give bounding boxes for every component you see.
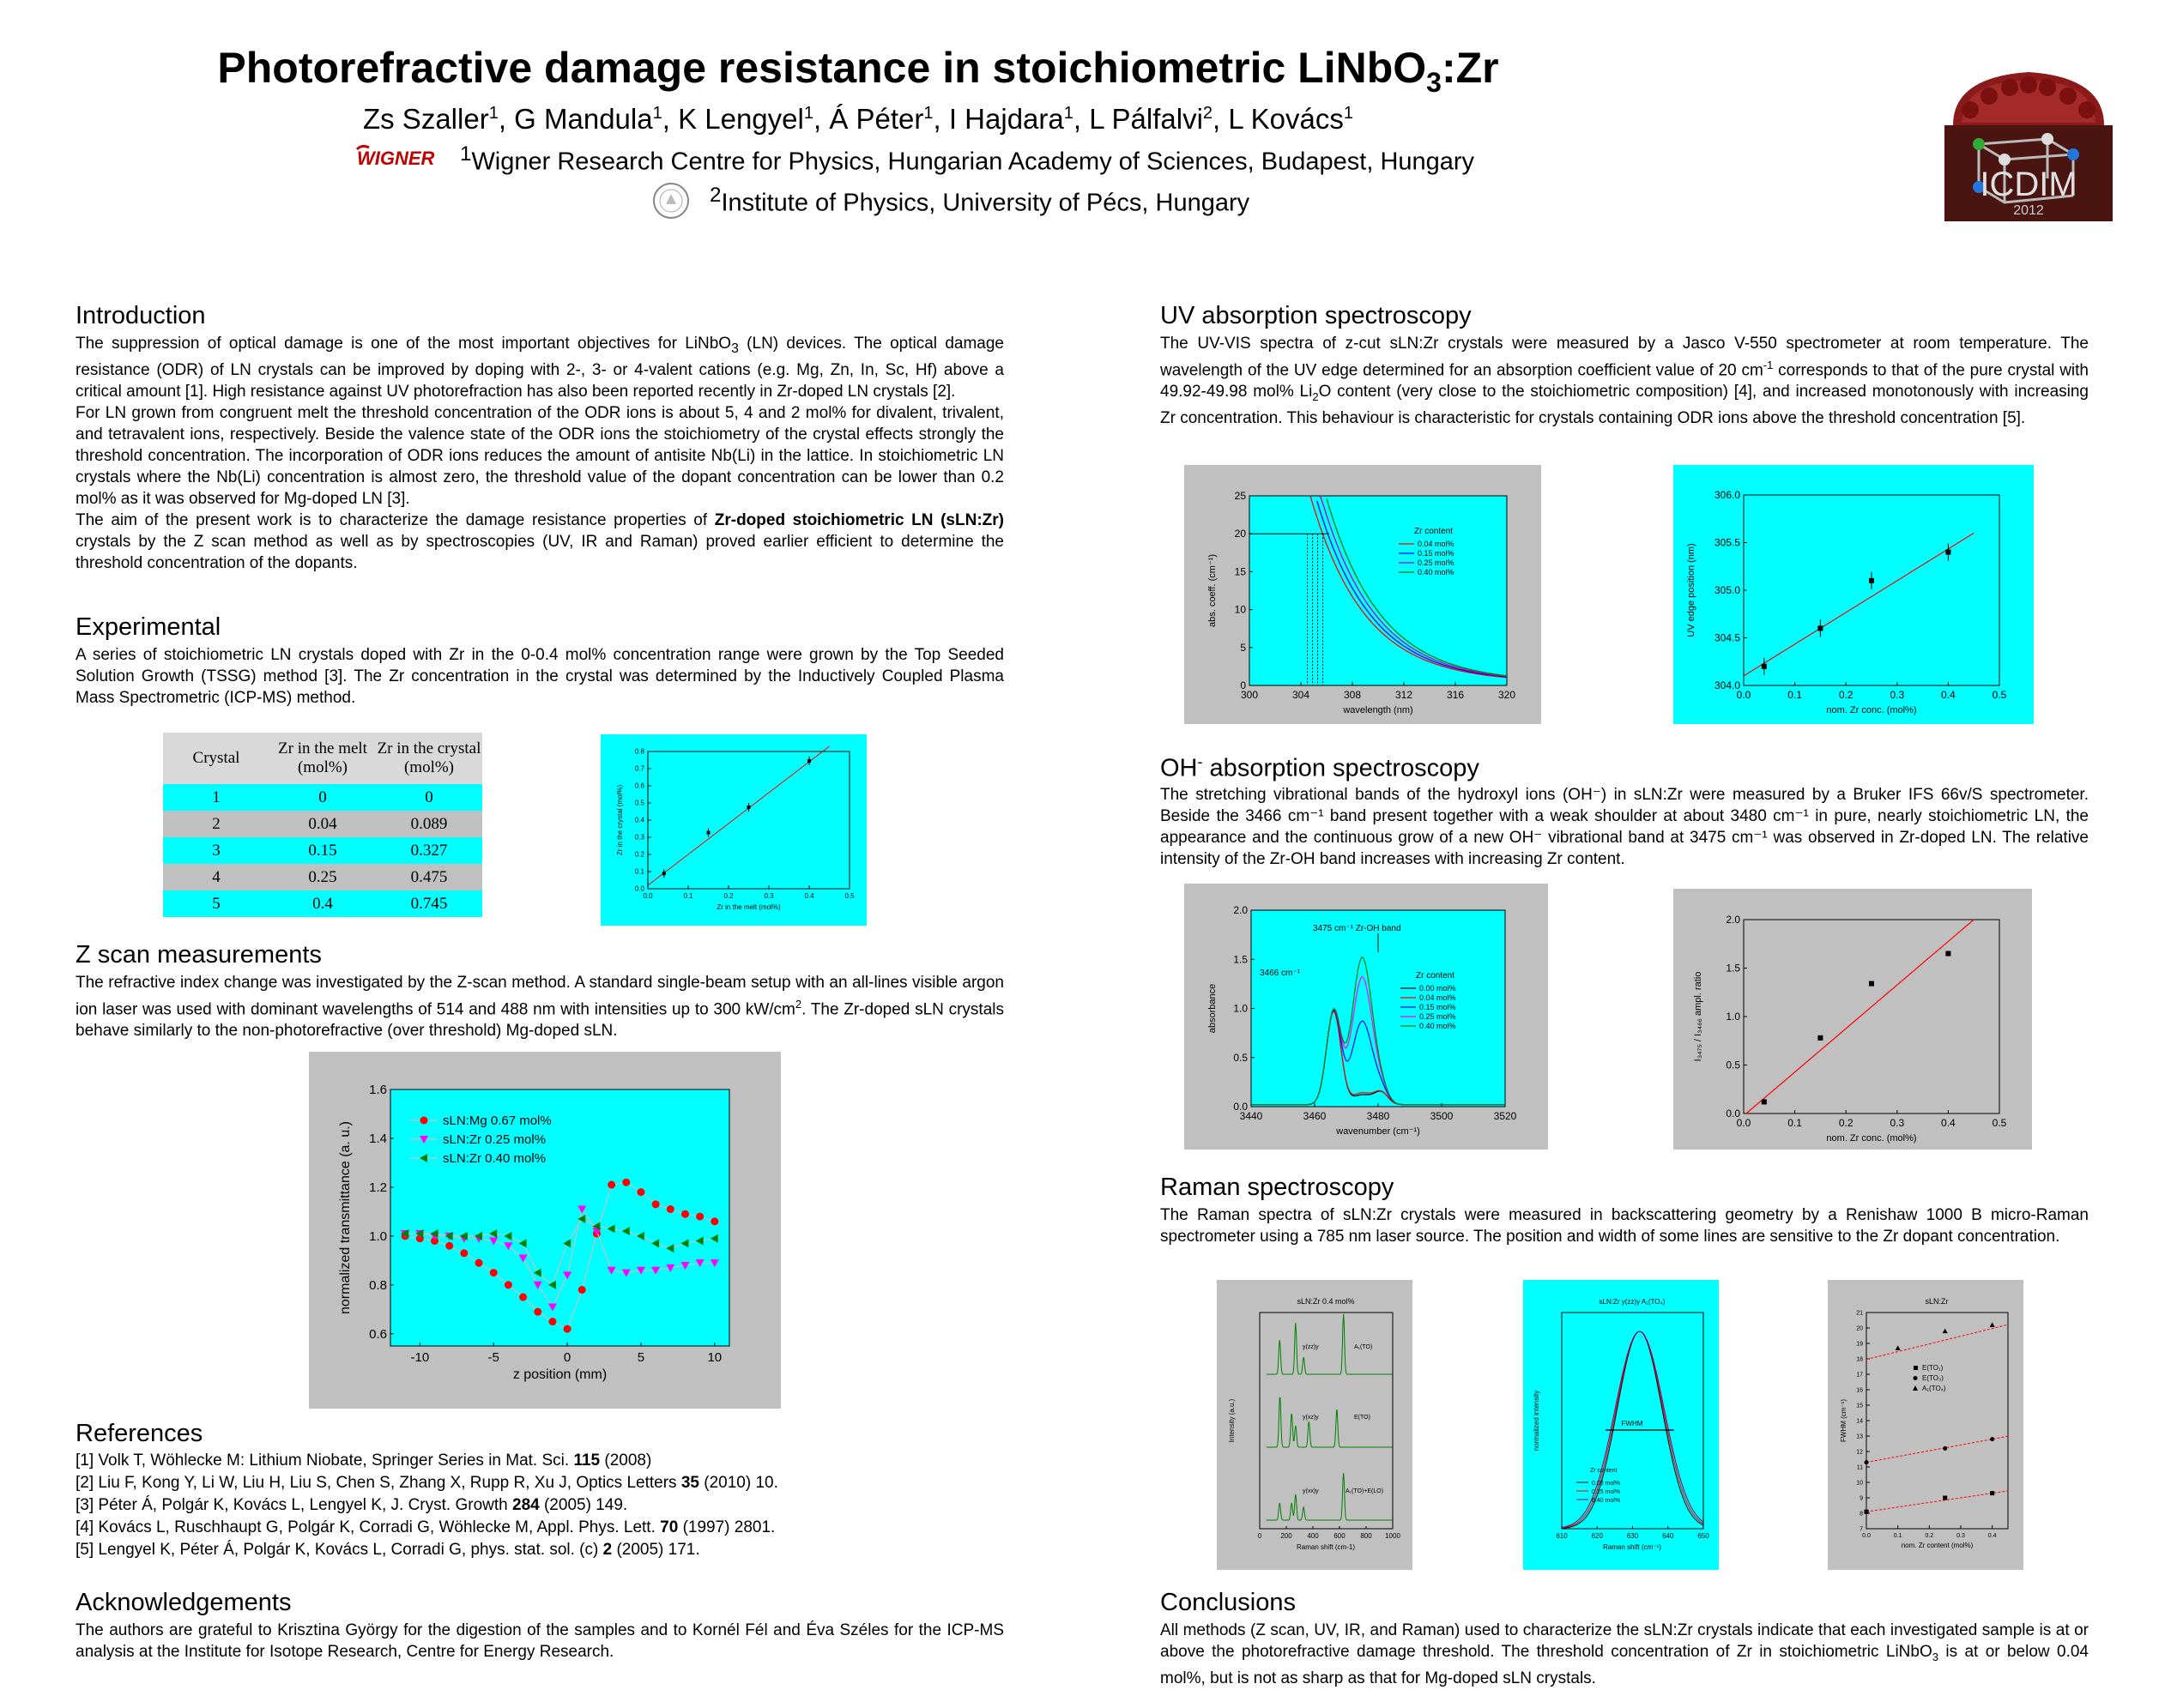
x-tick-label: 0.1 (1787, 1117, 1802, 1129)
y-tick-label: 0.0 (1233, 1101, 1248, 1113)
y-tick-label: 10 (1234, 603, 1246, 616)
x-axis-label: Zr in the melt (mol%) (717, 903, 781, 911)
y-tick-label: 18 (1856, 1356, 1863, 1363)
y-tick-label: 0.5 (1233, 1051, 1248, 1064)
plot-frame (648, 751, 850, 889)
y-tick-label: 1.0 (1726, 1011, 1740, 1023)
data-point (519, 1294, 527, 1301)
table-cell: 2 (163, 811, 269, 837)
x-tick-label: 0.3 (764, 892, 774, 900)
y-tick-label: 8 (1860, 1511, 1863, 1518)
spectrum-label: A₁(TO) (1354, 1344, 1373, 1350)
data-point (564, 1325, 571, 1333)
y-tick-label: 12 (1856, 1449, 1863, 1456)
y-tick-label: 304.0 (1714, 679, 1740, 691)
data-point (1869, 981, 1874, 987)
plot-frame (1260, 1313, 1393, 1529)
legend-marker (1914, 1366, 1918, 1370)
data-point (1865, 1460, 1869, 1464)
y-tick-label: 25 (1234, 490, 1246, 502)
legend-label: 0.25 mol% (1419, 1012, 1456, 1021)
x-axis-label: z position (mm) (512, 1367, 608, 1382)
data-point (622, 1179, 630, 1186)
x-tick-label: 0.1 (1787, 689, 1802, 701)
icdim-logo (1944, 58, 2113, 221)
table-cell: 4 (163, 864, 269, 890)
x-tick-label: 0.5 (1992, 1117, 2007, 1129)
y-tick-label: 0.6 (634, 782, 644, 790)
table-row (163, 864, 482, 890)
data-point (1865, 1510, 1869, 1514)
svg-text:WIGNER: WIGNER (357, 148, 435, 169)
chart-title: sLN:Zr (1925, 1297, 1949, 1306)
x-tick-label: 0.5 (1992, 689, 2007, 701)
legend-label: 0.00 mol% (1419, 984, 1456, 993)
x-axis-label: wavenumber (cm⁻¹) (1336, 1126, 1420, 1137)
legend-label: E(TO₁) (1922, 1364, 1944, 1372)
legend-label: E(TO₃) (1922, 1374, 1944, 1382)
y-tick-label: 16 (1856, 1387, 1863, 1394)
x-tick-label: -5 (487, 1350, 499, 1365)
y-tick-label: 1.2 (369, 1180, 387, 1195)
legend-label: sLN:Zr 0.40 mol% (443, 1151, 547, 1166)
data-point (711, 1217, 718, 1225)
legend-marker (1913, 1385, 1918, 1391)
fit-line (1866, 1491, 2008, 1512)
raman-spectra-figure (1217, 1280, 1412, 1570)
zscan-figure (309, 1052, 781, 1409)
x-tick-label: 308 (1343, 689, 1362, 701)
table-cell: 0.327 (376, 837, 482, 864)
y-axis-label: normalized transmittance (a. u.) (338, 1121, 353, 1314)
x-tick-label: 3500 (1430, 1110, 1454, 1122)
data-point (534, 1308, 541, 1316)
x-tick-label: 0.3 (1890, 1117, 1905, 1129)
data-point (1990, 1322, 1995, 1327)
spectrum-label: y(xx)y (1303, 1488, 1319, 1494)
x-tick-label: 0.2 (1838, 1117, 1854, 1129)
y-tick-label: 21 (1856, 1310, 1863, 1317)
x-tick-label: 1000 (1385, 1532, 1400, 1540)
legend-title: Zr content (1590, 1468, 1618, 1474)
oh-heading: OH- absorption spectroscopy (1160, 753, 1479, 782)
y-tick-label: 305.0 (1714, 584, 1740, 596)
data-point (1817, 625, 1823, 631)
svg-text:ICDIM: ICDIM (1980, 166, 2077, 203)
table-cell: 0.25 (269, 864, 376, 890)
legend-label: 0.04 mol% (1418, 540, 1454, 548)
x-tick-label: 304 (1291, 689, 1310, 701)
uv-spectra-figure (1184, 465, 1541, 724)
x-tick-label: 630 (1626, 1532, 1639, 1540)
y-tick-label: 1.0 (369, 1228, 387, 1244)
y-axis-label: I₃₄₇₅ / I₃₄₆₆ ampl. ratio (1693, 971, 1703, 1062)
x-tick-label: 0.0 (643, 892, 653, 900)
x-tick-label: 0.2 (1925, 1533, 1934, 1539)
plot-frame (1744, 920, 1999, 1114)
x-tick-label: 0 (1257, 1532, 1262, 1540)
y-tick-label: 0.2 (634, 850, 644, 859)
data-point (1817, 1035, 1823, 1041)
x-tick-label: 650 (1697, 1532, 1709, 1540)
spectrum-line (1267, 1314, 1393, 1374)
x-tick-label: 0.4 (1941, 1117, 1956, 1129)
table-cell: 0 (269, 784, 376, 811)
y-axis-label: abs. coeff. (cm⁻¹) (1207, 553, 1218, 628)
data-point (1945, 951, 1950, 957)
author: L Kovács$^1$ (1228, 103, 1354, 135)
x-tick-label: 0.5 (844, 892, 855, 900)
data-point (1762, 664, 1767, 669)
y-axis-label: normalized intensity (1533, 1390, 1540, 1451)
data-point (696, 1213, 704, 1221)
reference-item: [3] Péter Á, Polgár K, Kovács L, Lengyel K, J. Cryst. Growth 284 (2005) 149. (76, 1496, 628, 1514)
legend-label: 0.15 mol% (1418, 549, 1454, 558)
x-tick-label: 316 (1446, 689, 1465, 701)
table-cell: 3 (163, 837, 269, 864)
x-axis-label: Raman shift (cm⁻¹) (1603, 1543, 1661, 1551)
legend-marker (420, 1117, 428, 1125)
x-axis-label: nom. Zr conc. (mol%) (1826, 1133, 1917, 1144)
x-tick-label: 3460 (1303, 1110, 1327, 1122)
poster-title: Photorefractive damage resistance in stoichiometric LiNbO$_3$:Zr (217, 44, 1499, 98)
x-tick-label: 0.4 (804, 892, 814, 900)
spectrum-label: E(TO) (1354, 1415, 1370, 1421)
author: G Mandula$^1$ (514, 103, 662, 135)
x-tick-label: 0 (563, 1350, 571, 1365)
author: L Pálfalvi$^2$ (1089, 103, 1213, 135)
legend-title: Zr content (1414, 527, 1454, 536)
x-tick-label: 610 (1556, 1532, 1568, 1540)
y-axis-label: UV edge position (nm) (1686, 543, 1696, 637)
table-header: Zr in the crystal (mol%) (376, 733, 482, 784)
x-axis-label: Raman shift (cm-1) (1296, 1543, 1356, 1551)
y-tick-label: 0.6 (369, 1326, 387, 1342)
raman-fwhm-figure (1828, 1280, 2023, 1570)
data-point (667, 1205, 674, 1213)
legend-label: 0.25 mol% (1418, 558, 1454, 567)
experimental-text: A series of stoichiometric LN crystals doped with Zr in the 0-0.4 mol% concentration range were grown by the Top Seeded Solution Growth (TSSG) method [3]. The Zr concentration in the crystal was determined by the Inductively Coupled Plasma Mass Spectrometric (ICP-MS) method. (76, 646, 1004, 707)
author: I Hajdara$^1$ (948, 103, 1073, 135)
y-tick-label: 306.0 (1714, 489, 1740, 501)
table-row (163, 811, 482, 837)
y-tick-label: 0.5 (1726, 1059, 1740, 1071)
fit-line (1866, 1436, 2008, 1462)
y-tick-label: 9 (1860, 1495, 1863, 1502)
legend-title: Zr content (1416, 971, 1455, 981)
data-point (608, 1181, 615, 1189)
legend-label: 0.15 mol% (1419, 1003, 1456, 1011)
x-tick-label: 10 (707, 1350, 723, 1365)
y-tick-label: 0.5 (634, 799, 644, 807)
y-tick-label: 15 (1856, 1403, 1863, 1409)
legend-label: sLN:Zr 0.25 mol% (443, 1132, 547, 1147)
raman-peak-chart (1523, 1280, 1719, 1570)
x-tick-label: 3520 (1493, 1110, 1517, 1122)
y-tick-label: 1.4 (369, 1131, 387, 1146)
legend-label: sLN:Mg 0.67 mol% (443, 1114, 552, 1128)
x-tick-label: 200 (1280, 1532, 1292, 1540)
table-row (163, 837, 482, 864)
acknowledgements-text: The authors are grateful to Krisztina György for the digestion of the samples and to Kornél Fél and Éva Széles for the ICP-MS analysis at the Institute for Isotope Research, Centre for Energy Research. (76, 1621, 1004, 1661)
uv-edge-chart (1673, 465, 2034, 724)
reference-item: [4] Kovács L, Ruschhaupt G, Polgár K, Corradi G, Wöhlecke M, Appl. Phys. Lett. 70 (1997) 2801. (76, 1518, 776, 1536)
x-tick-label: 0.3 (1956, 1533, 1965, 1539)
y-tick-label: 1.5 (1233, 953, 1248, 966)
x-tick-label: 0.4 (1941, 689, 1956, 701)
y-tick-label: 20 (1856, 1325, 1863, 1332)
legend-label: 0.04 mol% (1419, 993, 1456, 1002)
data-point (1896, 1345, 1901, 1350)
table-cell: 5 (163, 890, 269, 917)
raman-heading: Raman spectroscopy (1160, 1174, 1394, 1201)
annotation: 3466 cm⁻¹ (1260, 969, 1300, 978)
data-point (1943, 1496, 1947, 1500)
x-tick-label: 300 (1240, 689, 1259, 701)
author: Zs Szaller$^1$ (362, 103, 499, 135)
spectrum-label: y(zz)y (1303, 1344, 1319, 1350)
fit-line (1746, 920, 1974, 1114)
y-tick-label: 0.8 (634, 747, 644, 756)
y-tick-label: 0.8 (369, 1277, 387, 1293)
y-tick-label: 0.7 (634, 764, 644, 773)
oh-text: The stretching vibrational bands of the hydroxyl ions (OH⁻) in sLN:Zr were measured by a Bruker IFS 66v/S spectrometer. Beside the 3466 cm⁻¹ band present together with a weak shoulder at about 3480 cm⁻¹ in pure, nearly stoichiometric LN, the appearance and the continuous grow of a new OH⁻ vibrational band at 3475 cm⁻¹ was observed in Zr-doped LN. The relative intensity of the Zr-OH band increases with increasing Zr content. (1160, 786, 2089, 868)
data-point (652, 1200, 660, 1208)
wigner-logo (354, 142, 439, 170)
x-tick-label: 0.2 (723, 892, 734, 900)
table-header: Zr in the melt (mol%) (269, 733, 376, 784)
data-point (460, 1249, 468, 1257)
x-tick-label: 0.0 (1736, 689, 1751, 701)
plot-area (390, 1089, 729, 1346)
oh-ratio-figure (1673, 889, 2032, 1150)
table-header: Crystal (163, 733, 269, 784)
uv-heading: UV absorption spectroscopy (1160, 302, 1472, 329)
spectrum-line (1267, 1397, 1393, 1447)
legend-label: 0.40 mol% (1418, 568, 1454, 576)
table-cell: 0.089 (376, 811, 482, 837)
x-tick-label: 0.0 (1862, 1533, 1871, 1539)
y-tick-label: 15 (1234, 565, 1246, 578)
y-axis-label: Intensity (a.u.) (1228, 1398, 1236, 1443)
x-tick-label: 400 (1307, 1532, 1319, 1540)
legend-label: 0.40 mol% (1419, 1022, 1456, 1030)
table-cell: 1 (163, 784, 269, 811)
x-tick-label: 800 (1360, 1532, 1372, 1540)
plot-area (1249, 496, 1507, 685)
y-tick-label: 19 (1856, 1341, 1863, 1348)
y-tick-label: 304.5 (1714, 631, 1740, 644)
data-point (490, 1269, 498, 1276)
annotation: FWHM (1621, 1420, 1643, 1427)
x-tick-label: 620 (1591, 1532, 1603, 1540)
conclusions-text: All methods (Z scan, UV, IR, and Raman) used to characterize the sLN:Zr crystals indicate that each investigated sample is at or above the photorefractive damage threshold. The threshold concentration of Zr in stoichiometric LiNbO$_3$ is at or below 0.04 mol%, but is not as sharp as that for Mg-doped sLN crystals. (1160, 1621, 2089, 1687)
data-point (1869, 578, 1874, 583)
y-tick-label: 20 (1234, 528, 1246, 540)
affiliation-2: $^2$Institute of Physics, University of Pécs, Hungary (710, 184, 1250, 217)
x-tick-label: 0.1 (683, 892, 693, 900)
x-tick-label: 0.2 (1838, 689, 1854, 701)
y-tick-label: 13 (1856, 1433, 1863, 1440)
data-point (548, 1318, 556, 1325)
x-tick-label: 3480 (1366, 1110, 1390, 1122)
data-point (445, 1242, 453, 1250)
y-tick-label: 1.6 (369, 1083, 387, 1097)
legend-label: 0.00 mol% (1592, 1481, 1621, 1487)
experimental-heading: Experimental (76, 613, 221, 641)
table-cell: 0 (376, 784, 482, 811)
crystal-table (163, 733, 482, 917)
y-tick-label: 2.0 (1726, 914, 1740, 926)
pecs-university-seal (652, 182, 690, 220)
x-tick-label: 600 (1333, 1532, 1346, 1540)
x-axis-label: nom. Zr conc. (mol%) (1826, 705, 1917, 715)
uv-text: The UV-VIS spectra of z-cut sLN:Zr crystals were measured by a Jasco V-550 spectrometer at room temperature. The wavelength of the UV edge determined for an absorption coefficient value of 20 $cm^{-1}$ corresponds to that of the pure crystal with 49.92-49.98 mol% $Li_2O$ content (very close to the stoichiometric composition) [4], and increased monotonously with increasing Zr concentration. This behaviour is characteristic for crystals containing ODR ions above the threshold concentration [5]. (1160, 335, 2089, 428)
y-tick-label: 7 (1860, 1526, 1863, 1533)
x-tick-label: 0.0 (1736, 1117, 1751, 1129)
legend-label: 0.40 mol% (1592, 1498, 1621, 1504)
author: Á Péter$^1$ (829, 103, 934, 135)
y-axis-label: Zr in the crystal (mol%) (616, 784, 624, 856)
y-tick-label: 0 (1240, 679, 1246, 691)
data-point (475, 1259, 483, 1267)
reference-item: [2] Liu F, Kong Y, Li W, Liu H, Liu S, Chen S, Zhang X, Rupp R, Xu J, Optics Letters 35 (2010) 10. (76, 1474, 778, 1492)
zscan-text: The refractive index change was investigated by the Z-scan method. A standard single-beam setup with an all-lines visible argon ion laser was used with dominant wavelengths of 514 and 488 nm with intensities up to 300 $kW/cm^2$. The Zr-doped sLN crystals behave similarly to the non-photorefractive (over threshold) Mg-doped sLN. (76, 974, 1004, 1041)
y-tick-label: 305.5 (1714, 536, 1740, 549)
chart-title: sLN:Zr y(zz)y A₁(TO₄) (1599, 1298, 1666, 1306)
fit-line (648, 746, 830, 885)
table-cell: 0.475 (376, 864, 482, 890)
author-list: Zs Szaller$^1$, G Mandula$^1$, K Lengyel$^1$, Á Péter$^1$, I Hajdara$^1$, L Pálfalvi$^2$, L Kovács$^1$ (362, 103, 1354, 135)
table-cell: 0.15 (269, 837, 376, 864)
reference-item: [5] Lengyel K, Péter Á, Polgár K, Kovács L, Corradi G, phys. stat. sol. (c) 2 (2005) 171. (76, 1541, 700, 1559)
y-tick-label: 17 (1856, 1372, 1863, 1379)
svg-text:2012: 2012 (2013, 203, 2044, 218)
table-cell: 0.745 (376, 890, 482, 917)
legend-label: 0.25 mol% (1592, 1489, 1621, 1495)
y-tick-label: 0.0 (634, 884, 644, 893)
y-tick-label: 5 (1240, 641, 1246, 654)
y-tick-label: 2.0 (1233, 904, 1248, 916)
conclusions-heading: Conclusions (1160, 1589, 1296, 1616)
data-point (1990, 1437, 1994, 1441)
legend-label: A₁(TO₄) (1922, 1385, 1946, 1392)
x-tick-label: -10 (410, 1350, 430, 1365)
legend-marker (1914, 1376, 1918, 1380)
y-tick-label: 10 (1856, 1480, 1863, 1487)
x-tick-label: 0.3 (1890, 689, 1905, 701)
data-point (1943, 1329, 1948, 1334)
y-tick-label: 0.0 (1726, 1107, 1740, 1120)
plot-frame (1866, 1313, 2008, 1529)
spectrum-line (1562, 1331, 1703, 1528)
data-point (1762, 1099, 1767, 1104)
data-point (578, 1286, 586, 1294)
fit-line (1744, 533, 1974, 676)
y-tick-label: 1.0 (1233, 1002, 1248, 1015)
reference-item: [1] Volk T, Wöhlecke M: Lithium Niobate, Springer Series in Mat. Sci. 115 (2008) (76, 1451, 652, 1470)
melt-vs-crystal-chart (601, 734, 867, 926)
y-axis-label: absorbance (1207, 983, 1218, 1034)
data-point (1943, 1446, 1947, 1451)
y-tick-label: 14 (1856, 1418, 1863, 1425)
affiliation-1: $^1$Wigner Research Centre for Physics, Hungarian Academy of Sciences, Budapest, Hungary (460, 142, 1475, 176)
fit-line (1866, 1325, 2008, 1360)
data-point (681, 1210, 689, 1218)
data-point (1945, 550, 1950, 555)
introduction-heading: Introduction (76, 302, 206, 329)
y-tick-label: 0.4 (634, 816, 644, 824)
references-heading: References (76, 1420, 203, 1447)
table-row (163, 784, 482, 811)
y-tick-label: 11 (1856, 1464, 1863, 1471)
data-point (505, 1281, 512, 1289)
table-row (163, 890, 482, 917)
spectrum-label: A₁(TO)+E(LO) (1346, 1488, 1384, 1494)
x-axis-label: wavelength (nm) (1343, 705, 1413, 715)
x-axis-label: nom. Zr content (mol%) (1901, 1542, 1974, 1549)
oh-spectra-figure (1184, 884, 1548, 1150)
x-tick-label: 0.1 (1893, 1533, 1902, 1539)
x-tick-label: 320 (1497, 689, 1516, 701)
annotation: 3475 cm⁻¹ Zr-OH band (1313, 924, 1401, 933)
y-axis-label: FWHM (cm⁻¹) (1840, 1399, 1847, 1442)
x-tick-label: 0.4 (1987, 1533, 1997, 1539)
raman-text: The Raman spectra of sLN:Zr crystals were measured in backscattering geometry by a Renishaw 1000 B micro-Raman spectrometer using a 785 nm laser source. The position and width of some lines are sensitive to the Zr dopant concentration. (1160, 1206, 2089, 1246)
author: K Lengyel$^1$ (678, 103, 813, 135)
zscan-heading: Z scan measurements (76, 941, 322, 969)
chart-title: sLN:Zr 0.4 mol% (1297, 1297, 1355, 1306)
y-tick-label: 0.3 (634, 833, 644, 842)
data-point (637, 1188, 644, 1196)
introduction-text: The suppression of optical damage is one of the most important objectives for LiNbO$_3$ (LN) devices. The optical damage resistance (ODR) of LN crystals can be improved by doping with 2-, 3- or 4-valent cations (e.g. Mg, Zn, In, Sc, Hf) above a critical amount [1]. High resistance against UV photorefraction has also been reported recently in Zr-doped LN crystals [2]. For LN grown from congruent melt the threshold concentration of the ODR ions is about 5, 4 and 2 mol% for divalent, trivalent, and tetravalent ions, respectively. Beside the valence state of the ODR ions the stoichiometry of the crystal effects strongly the threshold concentration. The incorporation of ODR ions reduces the amount of antisite Nb(Li) in the lattice. In stoichiometric LN crystals where the Nb(Li) concentration is almost zero, the threshold value of the dopant concentration can be lower than 0.2 mol% as it was observed for Mg-doped LN [3]. The aim of the present work is to characterize the damage resistance properties of Zr-doped stoichiometric LN (sLN:Zr) crystals by the Z scan method as well as by spectroscopies (UV, IR and Raman) proved earlier efficient to determine the threshold concentration of the dopants. (76, 335, 1004, 572)
x-tick-label: 5 (637, 1350, 645, 1365)
x-tick-label: 3440 (1239, 1110, 1263, 1122)
spectrum-label: y(xz)y (1303, 1415, 1319, 1421)
y-tick-label: 1.5 (1726, 962, 1740, 975)
x-tick-label: 640 (1662, 1532, 1674, 1540)
spectrum-line (1267, 1473, 1393, 1520)
plot-frame (1744, 495, 1999, 685)
y-tick-label: 0.1 (634, 867, 644, 876)
data-point (1990, 1491, 1994, 1495)
table-cell: 0.4 (269, 890, 376, 917)
x-tick-label: 312 (1394, 689, 1413, 701)
table-cell: 0.04 (269, 811, 376, 837)
acknowledgements-heading: Acknowledgements (76, 1589, 292, 1616)
